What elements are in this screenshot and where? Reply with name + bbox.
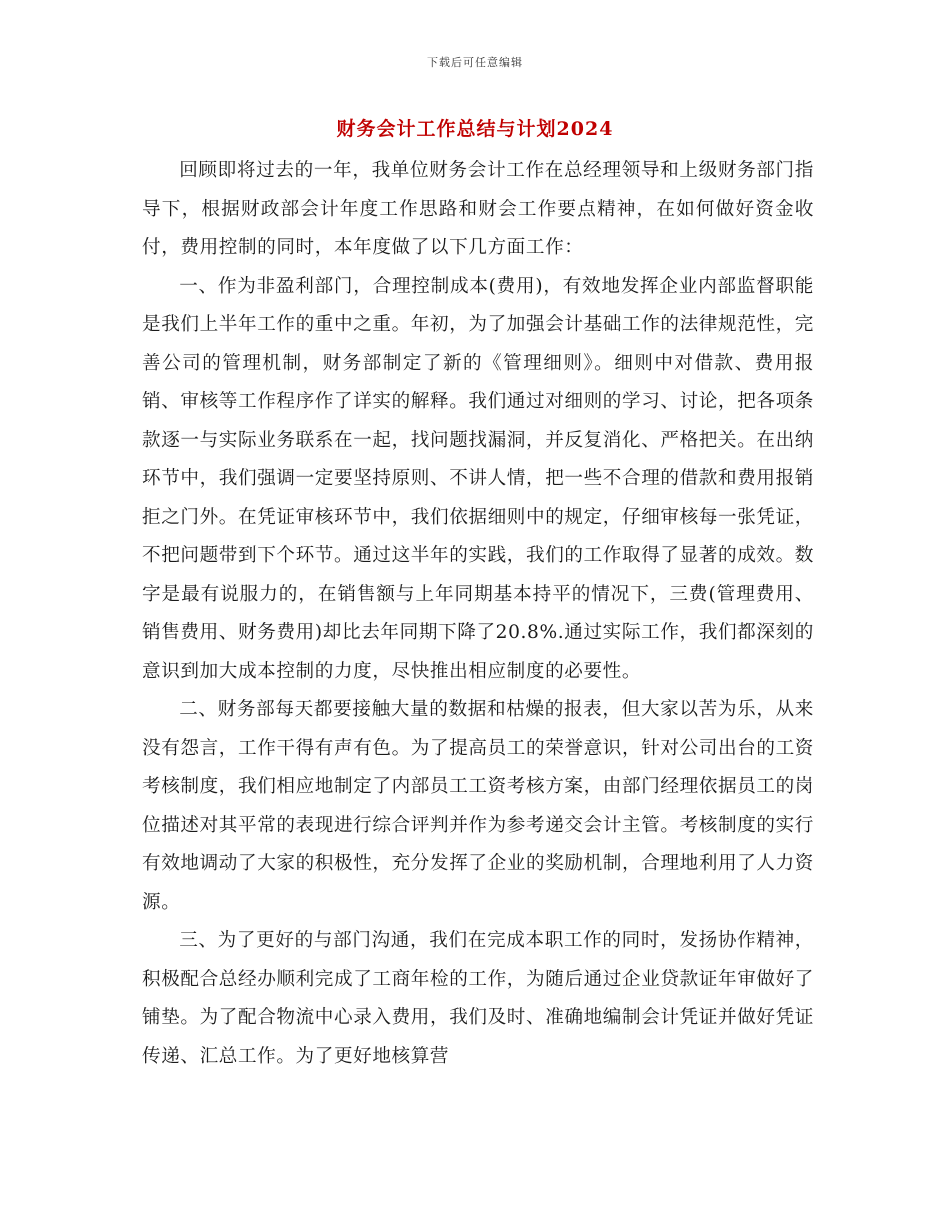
page-header-note: 下载后可任意编辑 xyxy=(427,56,523,69)
paragraph-section-1: 一、作为非盈利部门，合理控制成本(费用)，有效地发挥企业内部监督职能是我们上半年工作的重中之重。年初，为了加强会计基础工作的法律规范性，完善公司的管理机制，财务部制定了新的《管理细则》。细则中对借款、费用报销、审核等工作程序作了详实的解释。我们通过对细则的学习、讨论，把各项条款逐一与实际业务联系在一起，找问题找漏洞，并反复消化、严格把关。在出纳环节中，我们强调一定要坚持原则、不讲人情，把一些不合理的借款和费用报销拒之门外。在凭证审核环节中，我们依据细则中的规定，仔细审核每一张凭证，不把问题带到下个环节。通过这半年的实践，我们的工作取得了显著的成效。数字是最有说服力的，在销售额与上年同期基本持平的情况下，三费(管理费用、销售费用、财务费用)却比去年同期下降了20.8%.通过实际工作，我们都深刻的意识到加大成本控制的力度，尽快推出相应制度的必要性。 xyxy=(142,275,814,682)
document-body xyxy=(142,152,814,1076)
paragraph-intro: 回顾即将过去的一年，我单位财务会计工作在总经理领导和上级财务部门指导下，根据财政部会计年度工作思路和财会工作要点精神，在如何做好资金收付，费用控制的同时，本年度做了以下几方面工作： xyxy=(142,160,814,258)
paragraph-section-3: 三、为了更好的与部门沟通，我们在完成本职工作的同时，发扬协作精神，积极配合总经办顺利完成了工商年检的工作，为随后通过企业贷款证年审做好了铺垫。为了配合物流中心录入费用，我们及时、准确地编制会计凭证并做好凭证传递、汇总工作。为了更好地核算营 xyxy=(142,930,814,1067)
document-title: 财务会计工作总结与计划2024 xyxy=(336,118,614,140)
paragraph-section-2: 二、财务部每天都要接触大量的数据和枯燥的报表，但大家以苦为乐，从来没有怨言，工作干得有声有色。为了提高员工的荣誉意识，针对公司出台的工资考核制度，我们相应地制定了内部员工工资考核方案，由部门经理依据员工的岗位描述对其平常的表现进行综合评判并作为参考递交会计主管。考核制度的实行有效地调动了大家的积极性，充分发挥了企业的奖励机制，合理地利用了人力资源。 xyxy=(142,699,814,913)
